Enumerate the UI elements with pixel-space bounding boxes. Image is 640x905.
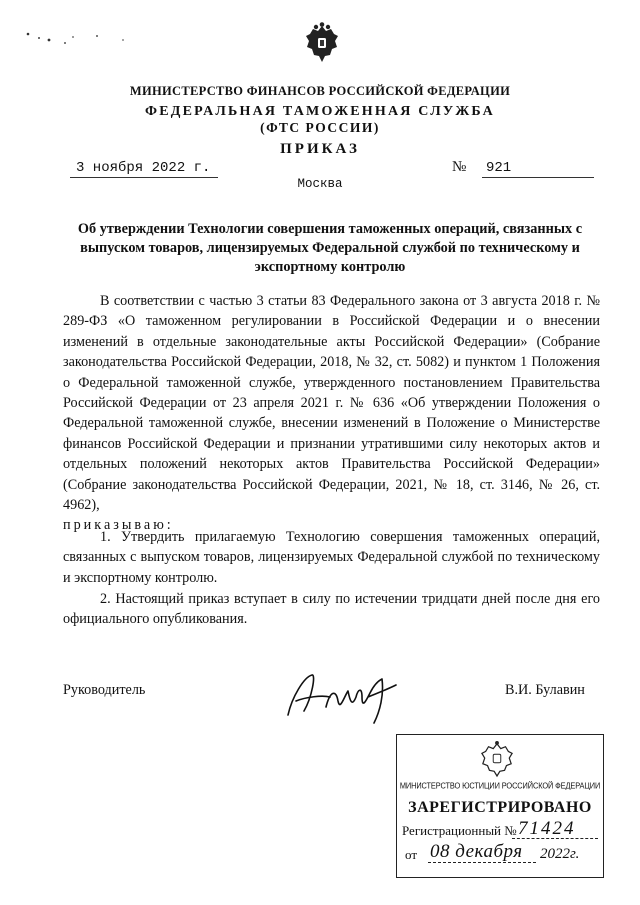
signer-name: В.И. Булавин (505, 682, 585, 698)
scan-specks (25, 28, 125, 50)
service-name: ФЕДЕРАЛЬНАЯ ТАМОЖЕННАЯ СЛУЖБА (145, 104, 495, 119)
stamp-reg-year: 2022г. (540, 846, 580, 862)
item-2: 2. Настоящий приказ вступает в силу по истечении тридцати дней после дня его официального опубликования. (63, 591, 600, 628)
city: Москва (297, 177, 343, 191)
preamble-paragraph (63, 291, 600, 536)
handwritten-signature (282, 667, 400, 727)
document-type: ПРИКАЗ (280, 141, 360, 157)
stamp-emblem-icon (480, 740, 514, 778)
service-abbreviation: (ФТС РОССИИ) (260, 120, 380, 135)
stamp-reg-date: 08 декабря (430, 841, 523, 862)
item-1: 1. Утвердить прилагаемую Технологию совершения таможенных операций, связанных с выпуском товаров, лицензируемых Федеральной службой по техническому и экспортному контролю. (63, 529, 600, 586)
signer-position: Руководитель (63, 682, 146, 698)
stamp-reg-label: Регистрационный № (402, 823, 517, 838)
preamble-text: В соответствии с частью 3 статьи 83 Федерального закона от 3 августа 2018 г. № 289-ФЗ «О таможенном регулировании в Российской Федерации и о внесении изменений в отдельные законодательные акты Российской Федерации» (Собрание законодательства Российской Федерации, 2018, № 32, ст. 5082) и пунктом 1 Положения о Федеральной таможенной службе, утвержденного постановлением Правительства Российской Федерации от 23 апреля 2021 г. № 636 «Об утверждении Положения о Федеральной таможенной службе, внесении изменений в Положение о Министерстве финансов Российской Федерации и признании утратившими силу некоторых актов и отдельных положений некоторых актов Правительства Российской Федерации» (Собрание законодательства Российской Федерации, 2021, № 18, ст. 3146, № 26, ст. 4962), (63, 293, 600, 514)
stamp-from-label: от (405, 847, 418, 862)
stamp-registered: ЗАРЕГИСТРИРОВАНО (408, 799, 592, 816)
stamp-reg-number: 71424 (518, 818, 576, 839)
number-sign: № (452, 159, 467, 175)
ministry-name: МИНИСТЕРСТВО ФИНАНСОВ РОССИЙСКОЙ ФЕДЕРАЦИИ (129, 84, 511, 98)
order-date: 3 ноября 2022 г. (70, 160, 218, 178)
order-word: приказываю: (63, 517, 174, 534)
stamp-ministry: МИНИСТЕРСТВО ЮСТИЦИИ РОССИЙСКОЙ ФЕДЕРАЦИИ (399, 780, 601, 791)
order-number: 921 (482, 160, 594, 178)
order-title: Об утверждении Технологии совершения таможенных операций, связанных с выпуском товаров, лицензируемых Федеральной службой по техническому и экспортному контролю (77, 221, 583, 275)
russian-emblem-icon (304, 22, 340, 66)
